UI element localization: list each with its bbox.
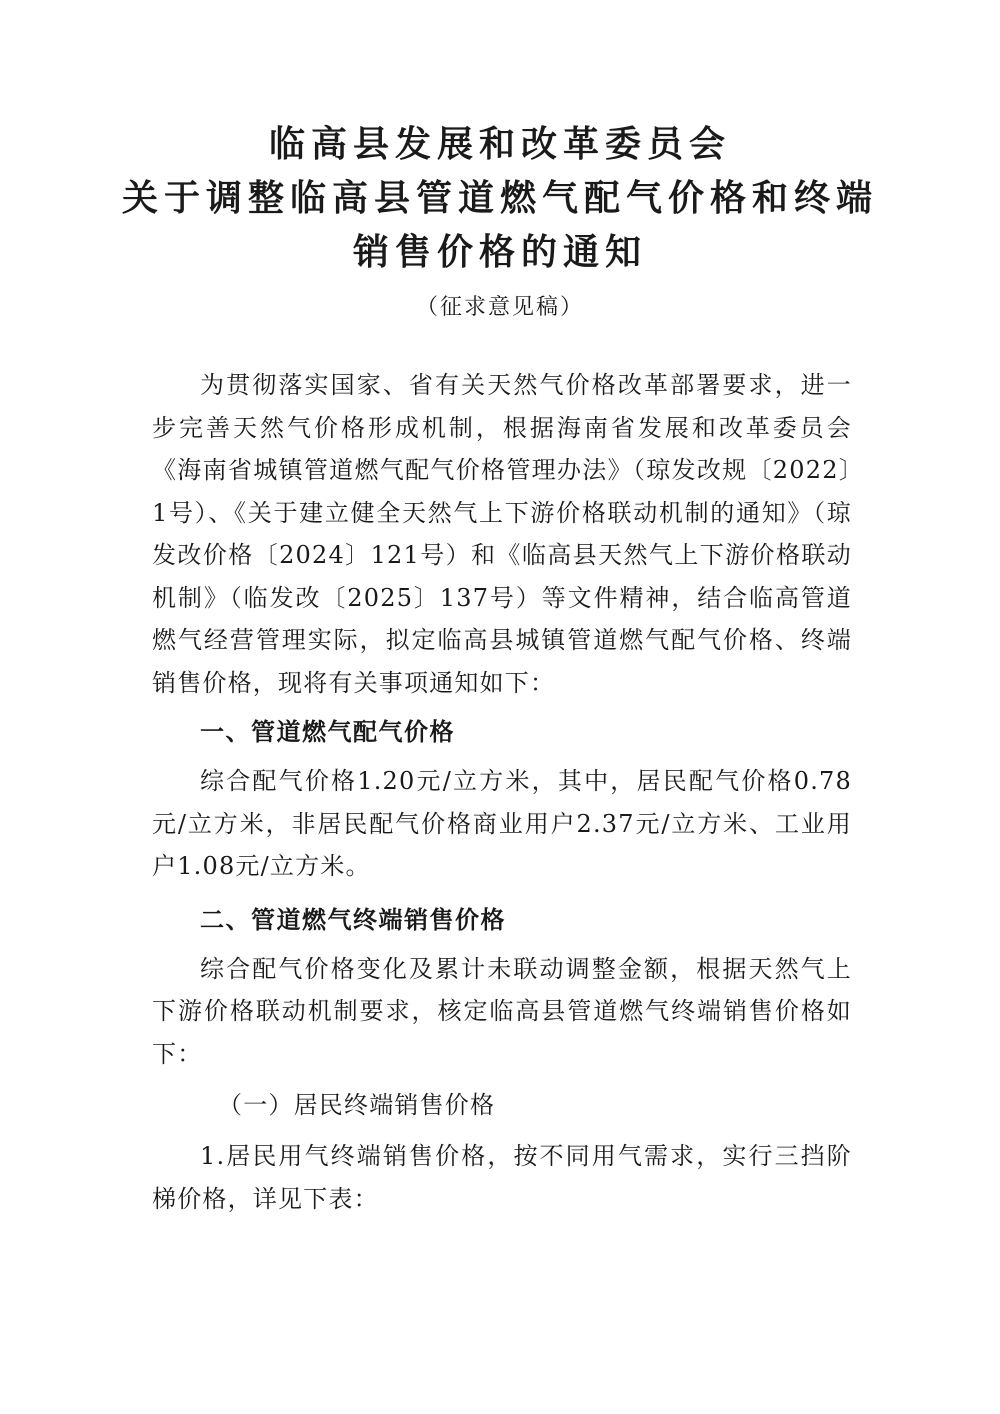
section-1-heading: 一、管道燃气配气价格 xyxy=(200,718,455,746)
section-2-paragraph: 综合配气价格变化及累计未联动调整金额，根据天然气上下游价格联动机制要求，核定临高县管道燃气终端销售价格如下： xyxy=(152,954,852,1068)
document-title-line-1: 临高县发展和改革委员会 xyxy=(268,124,731,165)
section-1-paragraph: 综合配气价格1.20元/立方米，其中，居民配气价格0.78元/立方米，非居民配气价格商业用户2.37元/立方米、工业用户1.08元/立方米。 xyxy=(152,767,852,880)
section-2-heading: 二、管道燃气终端销售价格 xyxy=(200,905,506,934)
intro-paragraph: 为贯彻落实国家、省有关天然气价格改革部署要求，进一步完善天然气价格形成机制，根据海南省发展和改革委员会《海南省城镇管道燃气配气价格管理办法》（琼发改规〔2022〕1号）、《关于建立健全天然气上下游价格联动机制的通知》（琼发改价格〔2024〕121号）和《临高县天然气上下游价格联动机制》（临发改〔2025〕137号）等文件精神，结合临高管道燃气经营管理实际，拟定临高县城镇管道燃气配气价格、终端销售价格，现将有关事项通知如下： xyxy=(152,371,852,697)
document-subtitle: （征求意见稿） xyxy=(415,295,584,320)
section-2-item-1: 1.居民用气终端销售价格，按不同用气需求，实行三挡阶梯价格，详见下表： xyxy=(152,1142,852,1213)
section-2-subheading: （一）居民终端销售价格 xyxy=(218,1091,496,1119)
document-body xyxy=(152,364,852,1220)
document-title-line-3: 销售价格的通知 xyxy=(352,232,647,273)
document-title-block xyxy=(0,118,1000,326)
document-title-line-2: 关于调整临高县管道燃气配气价格和终端 xyxy=(121,178,878,219)
